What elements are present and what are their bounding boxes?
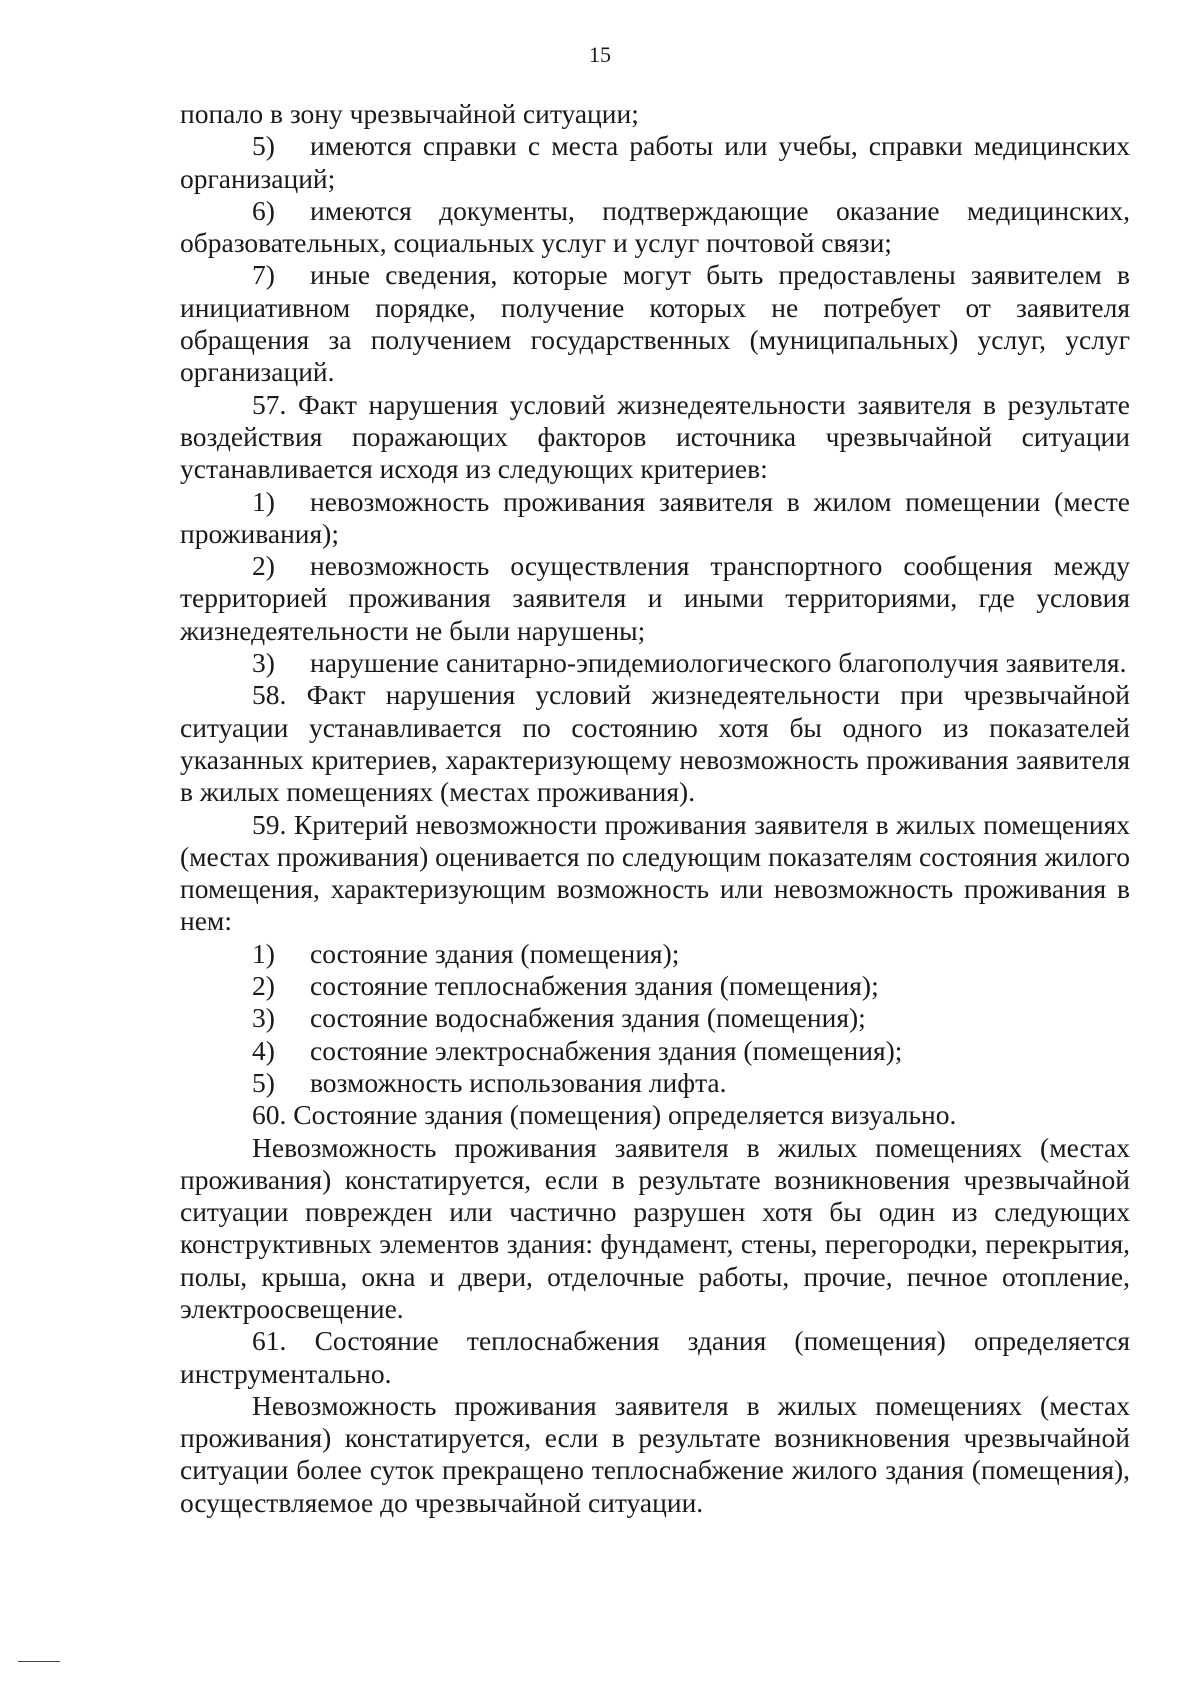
indicator-item-3: 3) состояние водоснабжения здания (помещения);: [252, 1002, 866, 1034]
list-item-6-documents: 6) имеются документы, подтверждающие оказание медицинских, образовательных, социальных услуг и услуг почтовой связи;: [180, 194, 1130, 259]
paragraph-60: 60. Состояние здания (помещения) определяется визуально.: [252, 1099, 957, 1131]
document-body: [180, 98, 1130, 1519]
list-item-7-other-info: 7) иные сведения, которые могут быть предоставлены заявителем в инициативном порядке, получение которых не потребует от заявителя обращения за получением государственных (муниципальных) услуг, услуг организаций.: [180, 259, 1130, 388]
paragraph-58: 58. Факт нарушения условий жизнедеятельности при чрезвычайной ситуации устанавливается по состоянию хотя бы одного из показателей указанных критериев, характеризующему невозможность проживания заявителя в жилых помещениях (местах проживания).: [180, 679, 1130, 808]
scan-artifact-line: [18, 1661, 60, 1662]
indicator-item-2: 2) состояние теплоснабжения здания (помещения);: [252, 970, 879, 1002]
indicator-item-4: 4) состояние электроснабжения здания (помещения);: [252, 1034, 903, 1066]
list-number: 1): [252, 485, 275, 517]
criteria-item-3: 3) нарушение санитарно-эпидемиологического благополучия заявителя.: [252, 647, 1127, 679]
list-number: 5): [252, 130, 275, 162]
list-number: 6): [252, 194, 275, 226]
paragraph-continuation: попало в зону чрезвычайной ситуации;: [180, 98, 639, 129]
indicator-item-1: 1) состояние здания (помещения);: [252, 937, 680, 969]
page-number: 15: [589, 42, 611, 67]
list-number: 4): [252, 1034, 275, 1066]
paragraph-61: 61. Состояние теплоснабжения здания (помещения) определяется инструментально.: [180, 1325, 1130, 1389]
paragraph-61-detail: Невозможность проживания заявителя в жилых помещениях (местах проживания) констатируется, если в результате возникновения чрезвычайной ситуации более суток прекращено теплоснабжение жилого здания (помещения), осуществляемое до чрезвычайной ситуации.: [180, 1389, 1130, 1518]
list-number: 5): [252, 1066, 275, 1098]
list-number: 7): [252, 259, 275, 291]
list-number: 2): [252, 970, 275, 1002]
criteria-item-2: 2) невозможность осуществления транспортного сообщения между территорией проживания заявителя и иными территориями, где условия жизнедеятельности не были нарушены;: [180, 550, 1130, 646]
paragraph-59: 59. Критерий невозможности проживания заявителя в жилых помещениях (местах проживания) оценивается по следующим показателям состояния жилого помещения, характеризующим возможность или невозможность проживания в нем:: [180, 808, 1130, 937]
criteria-item-1: 1) невозможность проживания заявителя в жилом помещении (месте проживания);: [180, 485, 1130, 549]
paragraph-60-detail: Невозможность проживания заявителя в жилых помещениях (местах проживания) констатируется, если в результате возникновения чрезвычайной ситуации поврежден или частично разрушен хотя бы один из следующих конструктивных элементов здания: фундамент, стены, перегородки, перекрытия, полы, крыша, окна и двери, отделочные работы, прочие, печное отопление, электроосвещение.: [180, 1131, 1130, 1324]
list-number: 3): [252, 647, 275, 679]
list-number: 3): [252, 1002, 275, 1034]
list-number: 1): [252, 937, 275, 969]
indicator-item-5: 5) возможность использования лифта.: [252, 1066, 727, 1098]
paragraph-57: 57. Факт нарушения условий жизнедеятельности заявителя в результате воздействия поражающих факторов источника чрезвычайной ситуации устанавливается исходя из следующих критериев:: [180, 388, 1130, 485]
list-number: 2): [252, 550, 275, 582]
list-item-5-certificates: 5) имеются справки с места работы или учебы, справки медицинских организаций;: [180, 130, 1130, 194]
